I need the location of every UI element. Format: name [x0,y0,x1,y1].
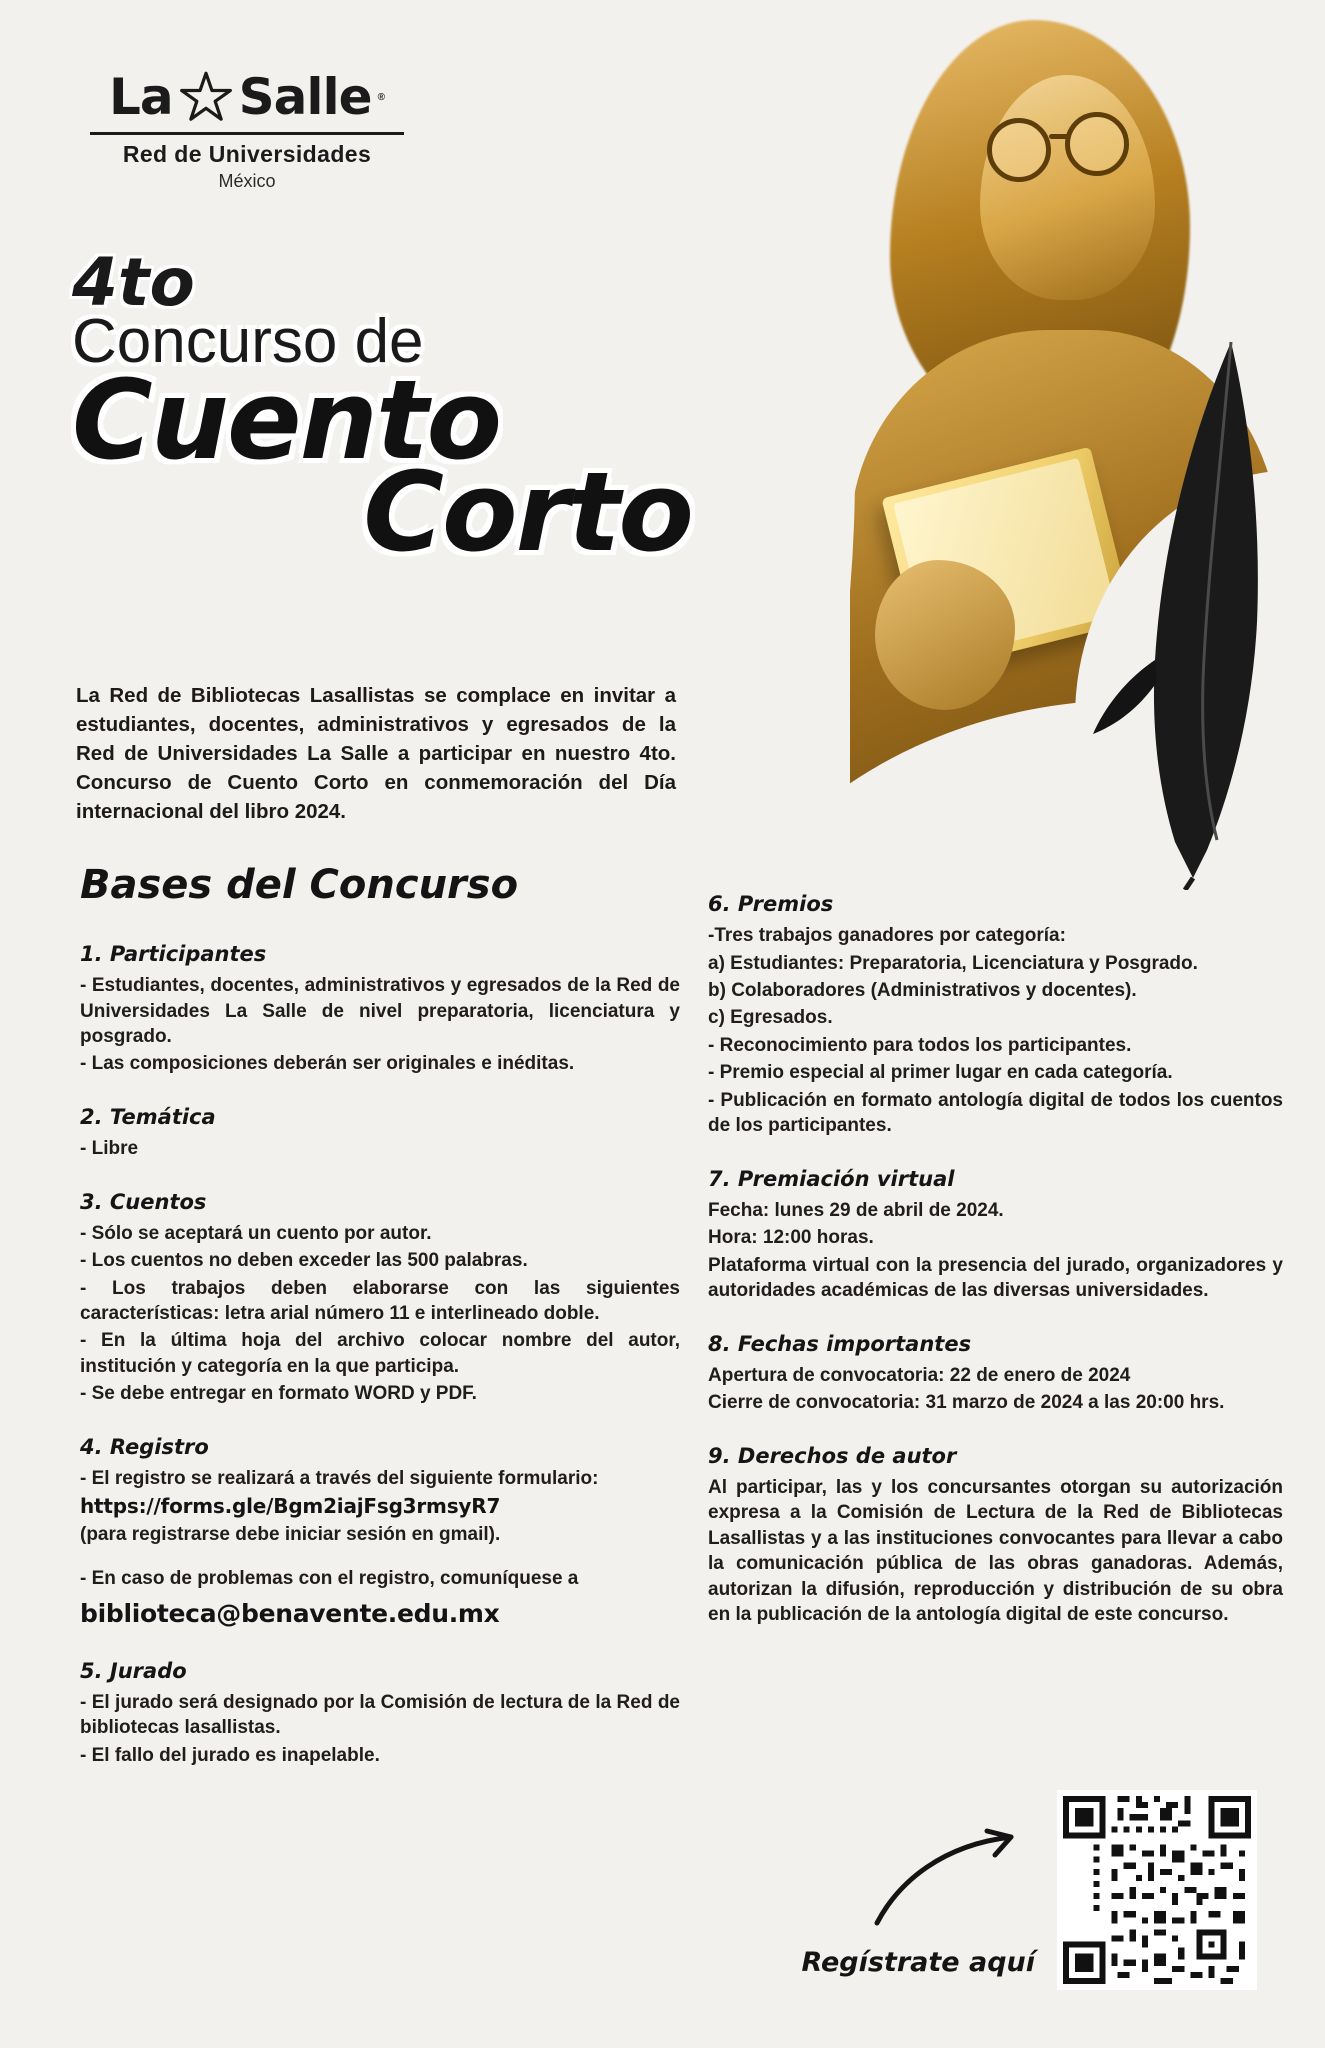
logo-text-la: La [109,68,173,126]
rules-column-right [708,890,1283,1654]
section-line: - Estudiantes, docentes, administrativos y egresados de la Red de Universidades La Salle de nivel preparatoria, licenciatura y posgrado. [80,975,680,1048]
qr-code-area[interactable] [1057,1790,1257,1990]
logo-trademark: ® [377,91,385,103]
section-line: - Sólo se aceptará un cuento por autor. [80,1222,432,1244]
section-fechas-importantes [708,1330,1283,1416]
rules-column-left [80,940,680,1794]
section-line: - En la última hoja del archivo colocar nombre del autor, institución y categoría en la que participa. [80,1330,680,1377]
section-line: - En caso de problemas con el registro, comuníquese a [80,1567,579,1589]
section-line: c) Egresados. [708,1007,833,1029]
section-line: -Tres trabajos ganadores por categoría: [708,925,1066,947]
la-salle-logo [82,68,412,192]
section-line: - Las composiciones deberán ser originales e inéditas. [80,1053,575,1075]
section-line: Fecha: lunes 29 de abril de 2024. [708,1199,1004,1221]
section-line: Apertura de convocatoria: 22 de enero de 2024 [708,1364,1131,1386]
section-registro [80,1433,680,1631]
title-line-1: Concurso de [72,307,424,376]
hero-photo-region [635,0,1325,930]
section-line: - Se debe entregar en formato WORD y PDF. [80,1383,477,1405]
intro-paragraph: La Red de Bibliotecas Lasallistas se complace en invitar a estudiantes, docentes, administrativos y egresados de la Red de Universidades La Salle a participar en nuestro 4to. Concurso de Cuento Corto en conmemoración del Día internacional del libro 2024. [76,683,676,823]
section-heading: 5. Jurado [80,1658,187,1683]
section-participantes [80,940,680,1077]
registration-form-link[interactable]: https://forms.gle/Bgm2iajFsg3rmsyR7 [80,1494,501,1519]
register-here-label: Regístrate aquí [801,1947,1035,1978]
section-premios [708,890,1283,1139]
section-line: Al participar, las y los concursantes otorgan su autorización expresa a la Comisión de Lectura de la Red de Bibliotecas Lasallistas y a las instituciones convocantes para llevar a cabo la comunicación pública de las obras ganadoras. Además, autorizan la difusión, reproducción y distribución de su obra en la publicación de la antología digital de este concurso. [708,1476,1283,1626]
page-title [72,244,712,576]
section-line: a) Estudiantes: Preparatoria, Licenciatura y Posgrado. [708,952,1198,974]
section-line: - El registro se realizará a través del siguiente formulario: [80,1467,599,1489]
section-heading: 6. Premios [708,892,834,916]
title-line-2: Cuento [72,356,501,485]
section-heading: 1. Participantes [80,942,267,966]
section-cuentos [80,1188,680,1407]
section-heading: 9. Derechos de autor [708,1443,957,1468]
curved-arrow-icon [869,1823,1029,1933]
section-heading: 4. Registro [80,1434,209,1459]
section-line: - El jurado será designado por la Comisión de lectura de la Red de bibliotecas lasallistas. [80,1691,680,1739]
logo-divider [90,132,404,135]
logo-country-label: México [218,171,276,191]
section-line: Plataforma virtual con la presencia del jurado, organizadores y autoridades académicas de las diversas universidades. [708,1254,1283,1302]
glasses-bridge [1049,134,1069,139]
section-heading: 8. Fechas importantes [708,1331,972,1356]
logo-network-label: Red de Universidades [122,141,372,167]
section-line: - El fallo del jurado es inapelable. [80,1744,380,1766]
section-heading: 2. Temática [80,1104,216,1129]
bases-heading: Bases del Concurso [80,862,519,908]
qr-code-icon[interactable] [1057,1790,1257,1990]
section-line: Hora: 12:00 horas. [708,1227,874,1249]
section-tematica [80,1103,680,1162]
section-heading: 3. Cuentos [80,1189,207,1214]
section-heading: 7. Premiación virtual [708,1166,955,1191]
section-line: - Premio especial al primer lugar en cada categoría. [708,1062,1173,1084]
section-line: - Los trabajos deben elaborarse con las siguientes características: letra arial número 11 e interlineado doble. [80,1277,680,1324]
logo-wordmark [82,68,412,126]
section-line: b) Colaboradores (Administrativos y docentes). [708,980,1137,1002]
glasses-right-lens [1065,112,1129,176]
section-derechos-de-autor [708,1442,1283,1628]
section-line: - Reconocimiento para todos los participantes. [708,1034,1132,1056]
section-line: Cierre de convocatoria: 31 marzo de 2024 a las 20:00 hrs. [708,1392,1225,1414]
section-line: - Los cuentos no deben exceder las 500 palabras. [80,1250,528,1272]
section-premiacion-virtual [708,1165,1283,1304]
section-line: - Publicación en formato antología digital de todos los cuentos de los participantes. [708,1089,1283,1137]
logo-text-salle: Salle [238,68,372,126]
title-line-3: Corto [363,447,692,576]
section-jurado [80,1657,680,1768]
title-ordinal: 4to [72,244,195,321]
section-line: (para registrarse debe iniciar sesión en gmail). [80,1524,501,1546]
star-icon [179,70,233,124]
contact-email[interactable]: biblioteca@benavente.edu.mx [80,1599,500,1629]
glasses-left-lens [987,118,1051,182]
section-line: - Libre [80,1138,139,1160]
